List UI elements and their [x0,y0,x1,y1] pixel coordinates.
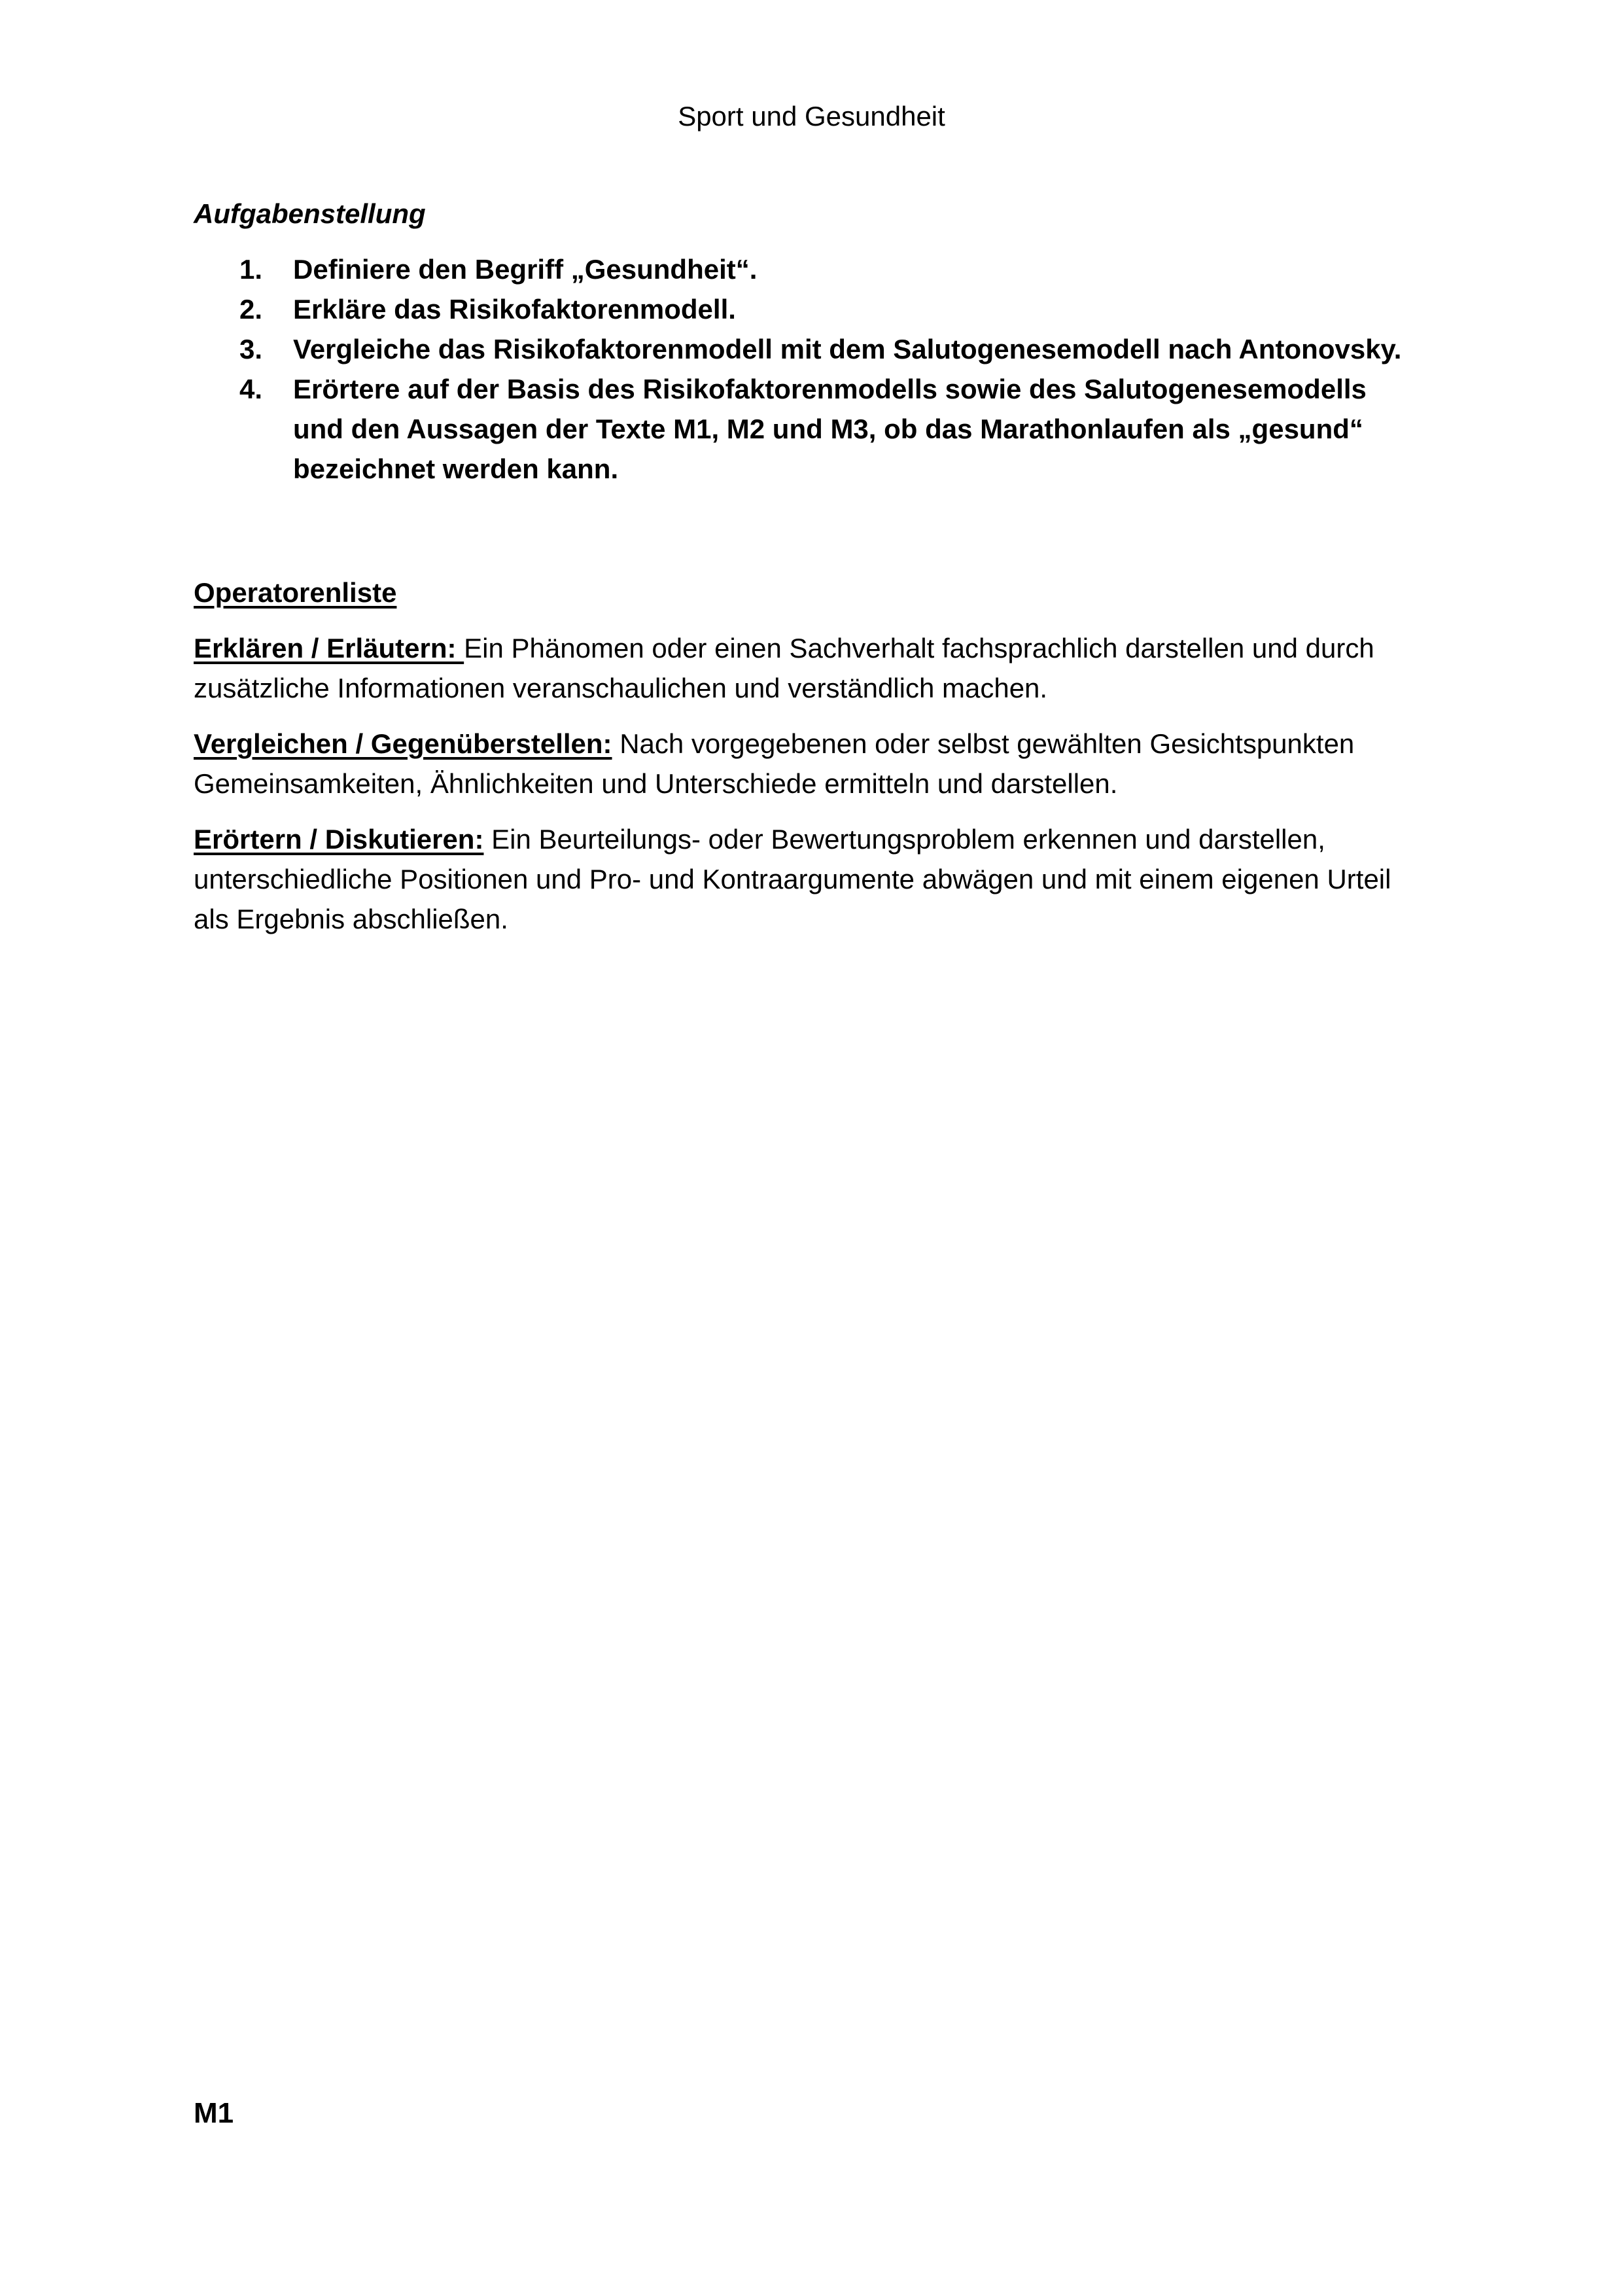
operator-section [194,573,1430,939]
task-text: Definiere den Begriff „Gesundheit“. [293,254,758,285]
operator-entry [194,628,1430,708]
task-item [194,329,1430,369]
task-item [194,249,1430,289]
task-section-title: Aufgabenstellung [194,198,426,229]
task-text: Erörtere auf der Basis des Risikofaktorenmodells sowie des Salutogenesemodells und den Aussagen der Texte M1, M2 und M3, ob das Marathonlaufen als „gesund“ bezeichnet werden kann. [293,374,1367,484]
operator-term: Erklären / Erläutern: [194,633,464,663]
operator-definition: Ein Phänomen oder einen Sachverhalt fachsprachlich darstellen und durch zusätzliche Informationen veranschaulichen und verständlich machen. [194,633,1374,703]
material-label: M1 [194,2097,234,2129]
page-header-title: Sport und Gesundheit [678,101,945,132]
operator-section-title: Operatorenliste [194,577,397,608]
operator-term: Vergleichen / Gegenüberstellen: [194,728,612,759]
task-text: Erkläre das Risikofaktorenmodell. [293,294,736,325]
operator-term: Erörtern / Diskutieren: [194,824,484,855]
task-text: Vergleiche das Risikofaktorenmodell mit dem Salutogenesemodell nach Antonovsky. [293,334,1402,364]
task-item [194,289,1430,329]
task-list [194,249,1430,489]
operator-definition: Nach vorgegebenen oder selbst gewählten Gesichtspunkten Gemeinsamkeiten, Ähnlichkeiten und Unterschiede ermitteln und darstellen. [194,728,1355,799]
task-number: 1. [239,254,263,285]
operator-entry [194,819,1430,939]
page-content [194,194,1430,939]
task-number: 2. [239,294,263,325]
operator-entry [194,724,1430,804]
operator-definition: Ein Beurteilungs- oder Bewertungsproblem erkennen und darstellen, unterschiedliche Positionen und Pro- und Kontraargumente abwägen und mit einem eigenen Urteil als Ergebnis abschließen. [194,824,1391,934]
task-number: 4. [239,374,263,404]
task-item [194,369,1430,489]
task-number: 3. [239,334,263,364]
